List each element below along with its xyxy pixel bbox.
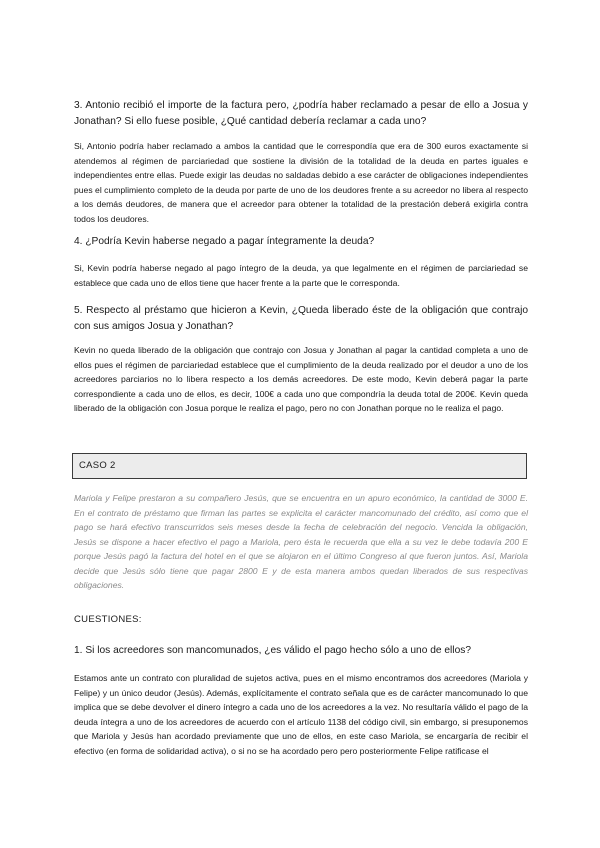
case-2-answer-1: Estamos ante un contrato con pluralidad de sujetos activa, pues en el mismo encontramos dos acreedores (Mariola y Felipe) y un único deudor (Jesús). Además, explícitamente el contrato señala que es de carácter mancomunado lo que implica que se debe devolver el dinero íntegro a cada uno de los acreedores a la vez. No resultaría válido el pago de la deuda íntegra a uno de los acreedores de acuerdo con el artículo 1138 del código civil, sin embargo, si presuponemos que Mariola y Jesús han acordado previamente que uno de ellos, en este caso Mariola, se encargaría de recibir el efectivo (en forma de solidaridad activa), o si no se ha acordado pero pero posteriormente Felipe ratificase el — [74, 673, 528, 756]
answer-5: Kevin no queda liberado de la obligación que contrajo con Josua y Jonathan al pagar la cantidad completa a uno de ellos pues el régimen de parciariedad establece que el cumplimiento de la deuda realizado por el deudor a uno de los acreedores parciarios no lo libera respecto a los demás acreedores. De este modo, Kevin deberá pagar la parte correspondiente a cada uno de ellos, es decir, 100€ a cada uno que compondría la deuda total de 200€. Kevin queda liberado de la obligación con Josua porque le realiza el pago, pero no con Jonathan porque no le realiza el pago. — [74, 345, 528, 413]
answer-4: Si, Kevin podría haberse negado al pago íntegro de la deuda, ya que legalmente en el régimen de parciariedad se establece que cada uno de ellos tiene que hacer frente a la parte que le corresponda. — [74, 263, 528, 288]
case-2-question-1: 1. Si los acreedores son mancomunados, ¿es válido el pago hecho sólo a uno de ellos? — [74, 645, 471, 656]
questions-heading: CUESTIONES: — [74, 614, 142, 625]
answer-3: Si, Antonio podría haber reclamado a ambos la cantidad que le correspondía que era de 300 euros exactamente si atendemos al régimen de parciariedad que sostiene la división de la totalidad de la deuda en partes iguales e independientes entre ellas. Puede exigir las deudas no saldadas debido a ese carácter de obligaciones independientes pues el cumplimiento completo de la deuda por parte de uno de los deudores frente a su acreedor no libera al respecto a los demás deudores, de manera que el acreedor para obtener la totalidad de la prestación deberá exigirla contra todos los deudores. — [74, 141, 528, 224]
case-2-header-box — [72, 453, 527, 479]
question-5: 5. Respecto al préstamo que hicieron a Kevin, ¿Queda liberado éste de la obligación que contrajo con sus amigos Josua y Jonathan? — [74, 305, 528, 332]
question-3: 3. Antonio recibió el importe de la factura pero, ¿podría haber reclamado a pesar de ello a Josua y Jonathan? Si ello fuese posible, ¿Qué cantidad debería reclamar a cada uno? — [74, 100, 528, 127]
question-4: 4. ¿Podría Kevin haberse negado a pagar íntegramente la deuda? — [74, 236, 375, 247]
case-2-title: CASO 2 — [79, 460, 116, 471]
case-2-statement: Mariola y Felipe prestaron a su compañero Jesús, que se encuentra en un apuro económico, la cantidad de 3000 E. En el contrato de préstamo que firman las partes se explicita el carácter mancomunado del crédito, así como que el pago se hará efectivo transcurridos seis meses desde la fecha de celebración del negocio. Vencida la obligación, Jesús se dispone a hacer efectivo el pago a Mariola, pero ésta le recuerda que ella a su vez le debe todavía 200 E porque Jesús pagó la factura del hotel en el que se alojaron en el último Congreso al que fueron juntos. Así, Mariola decide que Jesús sólo tiene que pagar 2800 E y de esta manera ambos quedan liberados de sus respectivas obligaciones. — [74, 493, 528, 590]
